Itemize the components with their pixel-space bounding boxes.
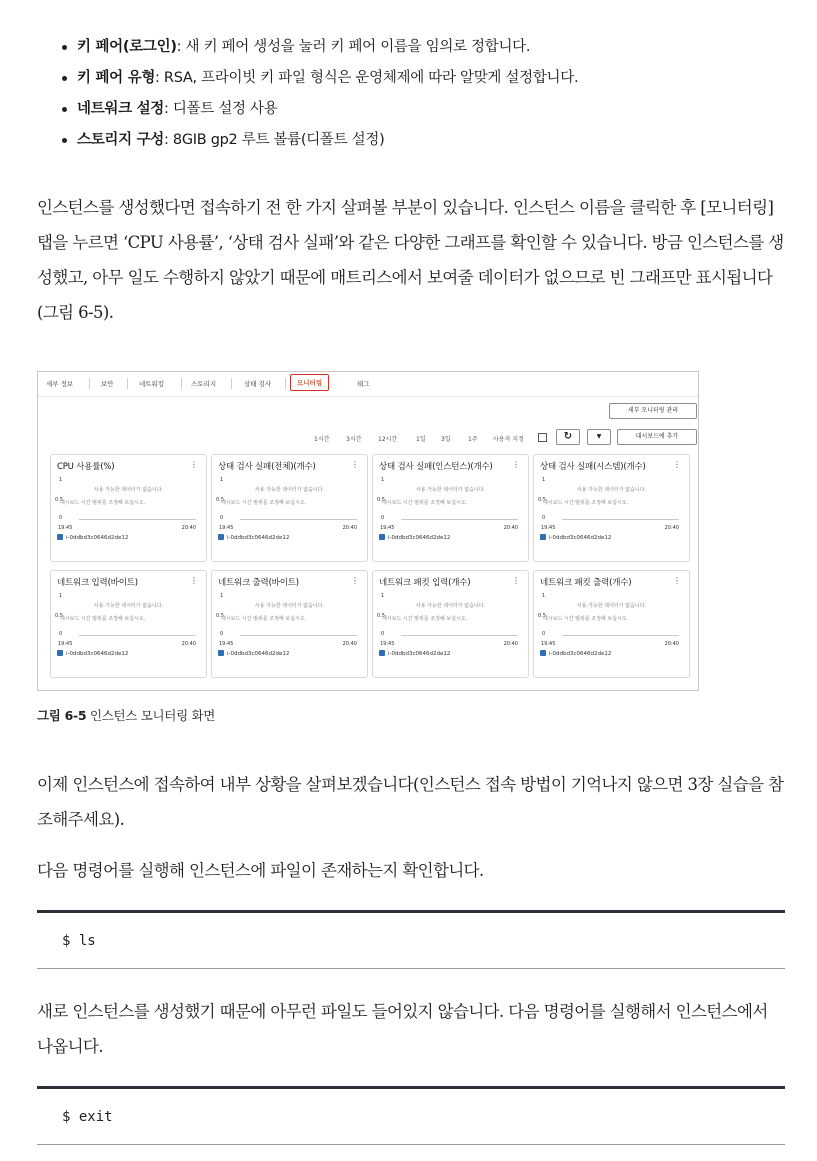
tab-tags[interactable]: 태그: [357, 380, 370, 388]
figure-caption: [37, 706, 215, 724]
metric-card: [211, 454, 368, 562]
adjust-range-hint: 대시보드 시간 범위를 조정해 보십시오.: [382, 500, 468, 506]
legend-entry[interactable]: [379, 650, 450, 657]
y-axis-mid-label: 0.5: [55, 613, 63, 619]
metric-title: 상태 검사 실패(전체)(개수): [218, 462, 316, 472]
no-data-message: 사용 가능한 데이터가 없습니다.: [93, 603, 164, 609]
more-options-icon[interactable]: ⋮: [190, 576, 198, 585]
no-data-message: 사용 가능한 데이터가 없습니다.: [576, 603, 647, 609]
no-data-message: 사용 가능한 데이터가 없습니다.: [254, 487, 325, 493]
x-axis-start-label: 19:45: [541, 525, 556, 531]
manage-detailed-monitoring-button[interactable]: 세부 모니터링 관리: [609, 403, 697, 419]
tab-divider: [181, 378, 182, 389]
code-line: $ exit: [62, 1109, 113, 1125]
range-3d[interactable]: 3일: [441, 436, 451, 443]
no-data-message: 사용 가능한 데이터가 없습니다.: [576, 487, 647, 493]
legend-label: i-0ddbd3c0646d2de12: [66, 535, 129, 541]
list-item-text: : RSA, 프라이빗 키 파일 형식은 운영체제에 따라 알맞게 설정합니다.: [155, 70, 579, 86]
list-item-text: : 8GIB gp2 루트 볼륨(디폴트 설정): [164, 132, 385, 148]
x-axis-line: [240, 635, 357, 636]
metric-card: [50, 570, 207, 678]
metric-title: 네트워크 패킷 출력(개수): [540, 578, 632, 588]
list-item-text: : 디폴트 설정 사용: [164, 101, 278, 117]
x-axis-line: [401, 519, 518, 520]
x-axis-end-label: 20:40: [181, 641, 196, 647]
x-axis-start-label: 19:45: [58, 525, 73, 531]
legend-label: i-0ddbd3c0646d2de12: [388, 651, 451, 657]
more-options-icon[interactable]: ⋮: [512, 576, 520, 585]
metric-card: [533, 454, 690, 562]
list-item-term: 키 페어 유형: [77, 70, 156, 86]
legend-entry[interactable]: [218, 534, 289, 541]
adjust-range-hint: 대시보드 시간 범위를 조정해 보십시오.: [60, 616, 146, 622]
adjust-range-hint: 대시보드 시간 범위를 조정해 보십시오.: [221, 616, 307, 622]
y-axis-min-label: 0: [59, 515, 63, 521]
code-block: [37, 910, 785, 969]
tab-monitoring[interactable]: 모니터링: [290, 374, 329, 391]
refresh-button[interactable]: [556, 429, 580, 445]
legend-entry[interactable]: [540, 534, 611, 541]
y-axis-min-label: 0: [59, 631, 63, 637]
list-item-term: 스토리지 구성: [77, 132, 164, 148]
metric-card: [372, 454, 529, 562]
legend-entry[interactable]: [218, 650, 289, 657]
list-item: [60, 127, 780, 158]
legend-label: i-0ddbd3c0646d2de12: [549, 651, 612, 657]
legend-entry[interactable]: [57, 534, 128, 541]
tab-divider: [231, 378, 232, 389]
x-axis-end-label: 20:40: [664, 525, 679, 531]
no-data-message: 사용 가능한 데이터가 없습니다.: [254, 603, 325, 609]
metric-card: [372, 570, 529, 678]
x-axis-end-label: 20:40: [503, 641, 518, 647]
adjust-range-hint: 대시보드 시간 범위를 조정해 보십시오.: [543, 616, 629, 622]
y-axis-max-label: 1: [381, 477, 385, 483]
more-options-icon[interactable]: ⋮: [190, 460, 198, 469]
more-options-icon[interactable]: ⋮: [673, 576, 681, 585]
adjust-range-hint: 대시보드 시간 범위를 조정해 보십시오.: [60, 500, 146, 506]
no-data-message: 사용 가능한 데이터가 없습니다.: [415, 487, 486, 493]
range-3h[interactable]: 3시간: [346, 436, 362, 443]
legend-label: i-0ddbd3c0646d2de12: [227, 535, 290, 541]
metric-card: [211, 570, 368, 678]
legend-swatch: [218, 650, 224, 656]
figure-caption-text: 인스턴스 모니터링 화면: [86, 708, 216, 723]
adjust-range-hint: 대시보드 시간 범위를 조정해 보십시오.: [382, 616, 468, 622]
legend-entry[interactable]: [57, 650, 128, 657]
tab-divider: [127, 378, 128, 389]
more-options-icon[interactable]: ⋮: [673, 460, 681, 469]
adjust-range-hint: 대시보드 시간 범위를 조정해 보십시오.: [221, 500, 307, 506]
y-axis-mid-label: 0.5: [216, 613, 224, 619]
legend-swatch: [379, 534, 385, 540]
more-options-icon[interactable]: ⋮: [351, 460, 359, 469]
list-item-text: : 새 키 페어 생성을 눌러 키 페어 이름을 임의로 정합니다.: [176, 39, 531, 55]
metric-title: 네트워크 입력(바이트): [57, 578, 138, 588]
y-axis-mid-label: 0.5: [377, 497, 385, 503]
list-item: [60, 96, 780, 127]
x-axis-start-label: 19:45: [380, 525, 395, 531]
y-axis-mid-label: 0.5: [216, 497, 224, 503]
monitoring-screenshot: [37, 371, 699, 691]
x-axis-line: [79, 635, 196, 636]
refresh-options-dropdown[interactable]: [587, 429, 611, 445]
legend-swatch: [540, 650, 546, 656]
y-axis-mid-label: 0.5: [55, 497, 63, 503]
x-axis-line: [562, 519, 679, 520]
tab-divider: [285, 378, 286, 389]
metric-title: 네트워크 출력(바이트): [218, 578, 299, 588]
legend-entry[interactable]: [379, 534, 450, 541]
tab-status-checks[interactable]: 상태 검사: [244, 380, 272, 388]
range-1h[interactable]: 1시간: [314, 436, 330, 443]
x-axis-end-label: 20:40: [181, 525, 196, 531]
body-paragraph: 새로 인스턴스를 생성했기 때문에 아무런 파일도 들어있지 않습니다. 다음 명령어를 실행해서 인스턴스에서 나옵니다.: [37, 1002, 768, 1056]
caret-down-icon: ▼: [596, 433, 602, 440]
list-item: [60, 34, 780, 65]
adjust-range-hint: 대시보드 시간 범위를 조정해 보십시오.: [543, 500, 629, 506]
no-data-message: 사용 가능한 데이터가 없습니다.: [415, 603, 486, 609]
tab-networking[interactable]: 네트워킹: [139, 380, 165, 388]
y-axis-max-label: 1: [59, 477, 63, 483]
legend-swatch: [379, 650, 385, 656]
y-axis-mid-label: 0.5: [377, 613, 385, 619]
x-axis-line: [240, 519, 357, 520]
legend-swatch: [57, 534, 63, 540]
y-axis-min-label: 0: [381, 515, 385, 521]
legend-label: i-0ddbd3c0646d2de12: [227, 651, 290, 657]
figure-label: 그림 6-5: [37, 708, 87, 723]
add-to-dashboard-button[interactable]: 대시보드에 추가: [617, 429, 697, 445]
x-axis-end-label: 20:40: [342, 641, 357, 647]
x-axis-start-label: 19:45: [58, 641, 73, 647]
y-axis-max-label: 1: [220, 477, 224, 483]
metric-card: [533, 570, 690, 678]
tab-security[interactable]: 보안: [101, 380, 114, 388]
tab-details[interactable]: 세부 정보: [46, 380, 74, 388]
y-axis-mid-label: 0.5: [538, 497, 546, 503]
tab-divider: [89, 378, 90, 389]
x-axis-start-label: 19:45: [219, 525, 234, 531]
body-paragraph: 인스턴스를 생성했다면 접속하기 전 한 가지 살펴볼 부분이 있습니다. 인스턴스 이름을 클릭한 후 [모니터링] 탭을 누르면 ‘CPU 사용률’, ‘상태 검사 실패’와 같은 다양한 그래프를 확인할 수 있습니다. 방금 인스턴스를 생성했고, 아무 일도 수행하지 않았기 때문에 매트리스에서 보여줄 데이터가 없으므로 빈 그래프만 표시됩니다(그림 6-5).: [37, 198, 784, 322]
legend-label: i-0ddbd3c0646d2de12: [549, 535, 612, 541]
refresh-icon: ↻: [563, 431, 573, 442]
y-axis-min-label: 0: [220, 515, 224, 521]
x-axis-line: [401, 635, 518, 636]
x-axis-end-label: 20:40: [503, 525, 518, 531]
metric-title: CPU 사용률(%): [57, 462, 115, 472]
instance-tab-bar: [38, 372, 698, 397]
legend-entry[interactable]: [540, 650, 611, 657]
list-item-term: 네트워크 설정: [77, 101, 164, 117]
y-axis-mid-label: 0.5: [538, 613, 546, 619]
x-axis-end-label: 20:40: [664, 641, 679, 647]
y-axis-min-label: 0: [542, 631, 546, 637]
x-axis-start-label: 19:45: [541, 641, 556, 647]
y-axis-max-label: 1: [542, 593, 546, 599]
y-axis-min-label: 0: [220, 631, 224, 637]
y-axis-max-label: 1: [542, 477, 546, 483]
x-axis-line: [79, 519, 196, 520]
y-axis-max-label: 1: [59, 593, 63, 599]
more-options-icon[interactable]: ⋮: [512, 460, 520, 469]
range-1w[interactable]: 1주: [468, 436, 478, 443]
y-axis-min-label: 0: [542, 515, 546, 521]
list-item: [60, 65, 780, 96]
range-12h[interactable]: 12시간: [378, 436, 398, 443]
metric-card: [50, 454, 207, 562]
body-paragraph: 다음 명령어를 실행해 인스턴스에 파일이 존재하는지 확인합니다.: [37, 861, 484, 880]
settings-list: [60, 34, 780, 158]
legend-swatch: [57, 650, 63, 656]
no-data-message: 사용 가능한 데이터가 없습니다.: [93, 487, 164, 493]
metric-title: 상태 검사 실패(인스턴스)(개수): [379, 462, 493, 472]
legend-swatch: [540, 534, 546, 540]
y-axis-min-label: 0: [381, 631, 385, 637]
list-item-term: 키 페어(로그인): [77, 39, 177, 55]
x-axis-start-label: 19:45: [380, 641, 395, 647]
calendar-icon[interactable]: [538, 433, 547, 442]
y-axis-max-label: 1: [381, 593, 385, 599]
tab-storage[interactable]: 스토리지: [191, 380, 217, 388]
x-axis-line: [562, 635, 679, 636]
y-axis-max-label: 1: [220, 593, 224, 599]
metric-title: 네트워크 패킷 입력(개수): [379, 578, 471, 588]
more-options-icon[interactable]: ⋮: [351, 576, 359, 585]
legend-label: i-0ddbd3c0646d2de12: [66, 651, 129, 657]
code-line: $ ls: [62, 933, 96, 949]
body-paragraph: 이제 인스턴스에 접속하여 내부 상황을 살펴보겠습니다(인스턴스 접속 방법이 기억나지 않으면 3장 실습을 참조해주세요).: [37, 775, 784, 829]
range-1d[interactable]: 1일: [416, 436, 426, 443]
x-axis-start-label: 19:45: [219, 641, 234, 647]
x-axis-end-label: 20:40: [342, 525, 357, 531]
metric-title: 상태 검사 실패(시스템)(개수): [540, 462, 646, 472]
legend-label: i-0ddbd3c0646d2de12: [388, 535, 451, 541]
legend-swatch: [218, 534, 224, 540]
code-block: [37, 1086, 785, 1145]
range-custom[interactable]: 사용자 지정: [493, 436, 524, 443]
